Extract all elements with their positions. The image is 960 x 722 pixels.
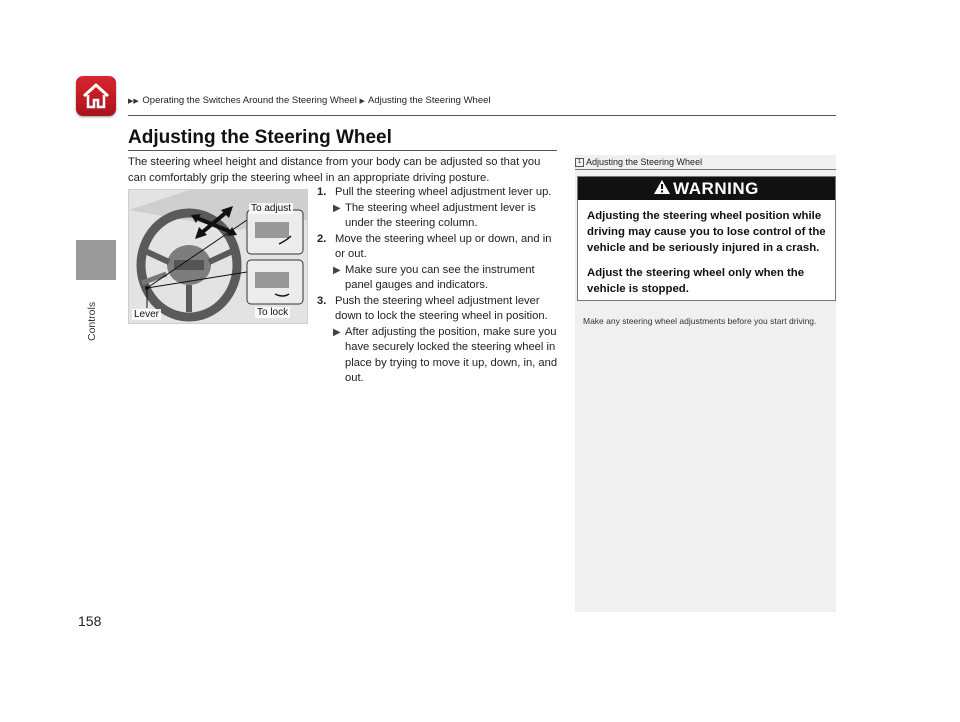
note-text: Make sure you can see the instrument panel gauges and indicators. [345,263,535,291]
sidebar-header [575,157,836,167]
sidebar-note: Make any steering wheel adjustments before you start driving. [583,316,817,326]
sidebar-note-panel [575,155,836,612]
arrow-icon: ▶ [333,202,341,214]
step-3 [317,294,562,325]
breadcrumb [128,95,491,106]
arrow-icon: ▶ [333,264,341,276]
warning-box [577,176,836,301]
sidebar-header-text: Adjusting the Steering Wheel [586,157,703,167]
step-2-note [317,263,562,294]
reference-icon: 1 [575,158,584,167]
step-1 [317,185,562,201]
step-text: Move the steering wheel up or down, and in or out. [335,232,552,260]
step-2 [317,232,562,263]
breadcrumb-current: Adjusting the Steering Wheel [367,95,491,106]
note-text: After adjusting the position, make sure you have securely locked the steering wheel in place by trying to move it up, down, in, and out. [345,325,558,384]
steering-wheel-illustration [128,189,308,324]
warning-icon [654,179,670,199]
note-text: The steering wheel adjustment lever is under the steering column. [345,201,536,229]
arrow-icon: ▶ [333,326,341,338]
title-rule [128,150,557,151]
home-icon [82,83,110,109]
home-button[interactable] [76,76,116,116]
step-1-note [317,201,562,232]
breadcrumb-arrow-icon: ▶▶ [128,98,139,105]
steps-list [317,185,562,387]
warning-title: WARNING [673,178,759,198]
warning-text-2: Adjust the steering wheel only when the vehicle is stopped. [587,267,805,295]
intro-paragraph: The steering wheel height and distance from your body can be adjusted so that you can comfortably grip the steering wheel in an appropriate driving posture. [128,156,541,184]
label-to-adjust: To adjust [251,203,292,214]
warning-text-1: Adjusting the steering wheel position while driving may cause you to lose control of the vehicle and be seriously injured in a crash. [587,210,826,254]
step-text: Pull the steering wheel adjustment lever up. [335,186,552,198]
step-number: 3. [317,294,327,307]
step-number: 2. [317,232,327,245]
breadcrumb-link-section[interactable]: Operating the Switches Around the Steering Wheel [142,95,357,106]
header-rule [128,115,836,116]
breadcrumb-arrow-icon: ▶ [359,98,365,105]
page-title: Adjusting the Steering Wheel [128,127,392,148]
label-lever: Lever [134,309,160,320]
side-tab-controls[interactable] [76,240,116,280]
step-text: Push the steering wheel adjustment lever down to lock the steering wheel in position. [335,294,548,322]
page-number: 158 [78,613,102,629]
sidebar-rule [575,169,836,170]
label-to-lock: To lock [257,307,289,318]
step-number: 1. [317,186,327,198]
warning-title-bar [578,177,835,200]
step-3-note [317,325,562,387]
side-tab-label: Controls [86,301,98,341]
